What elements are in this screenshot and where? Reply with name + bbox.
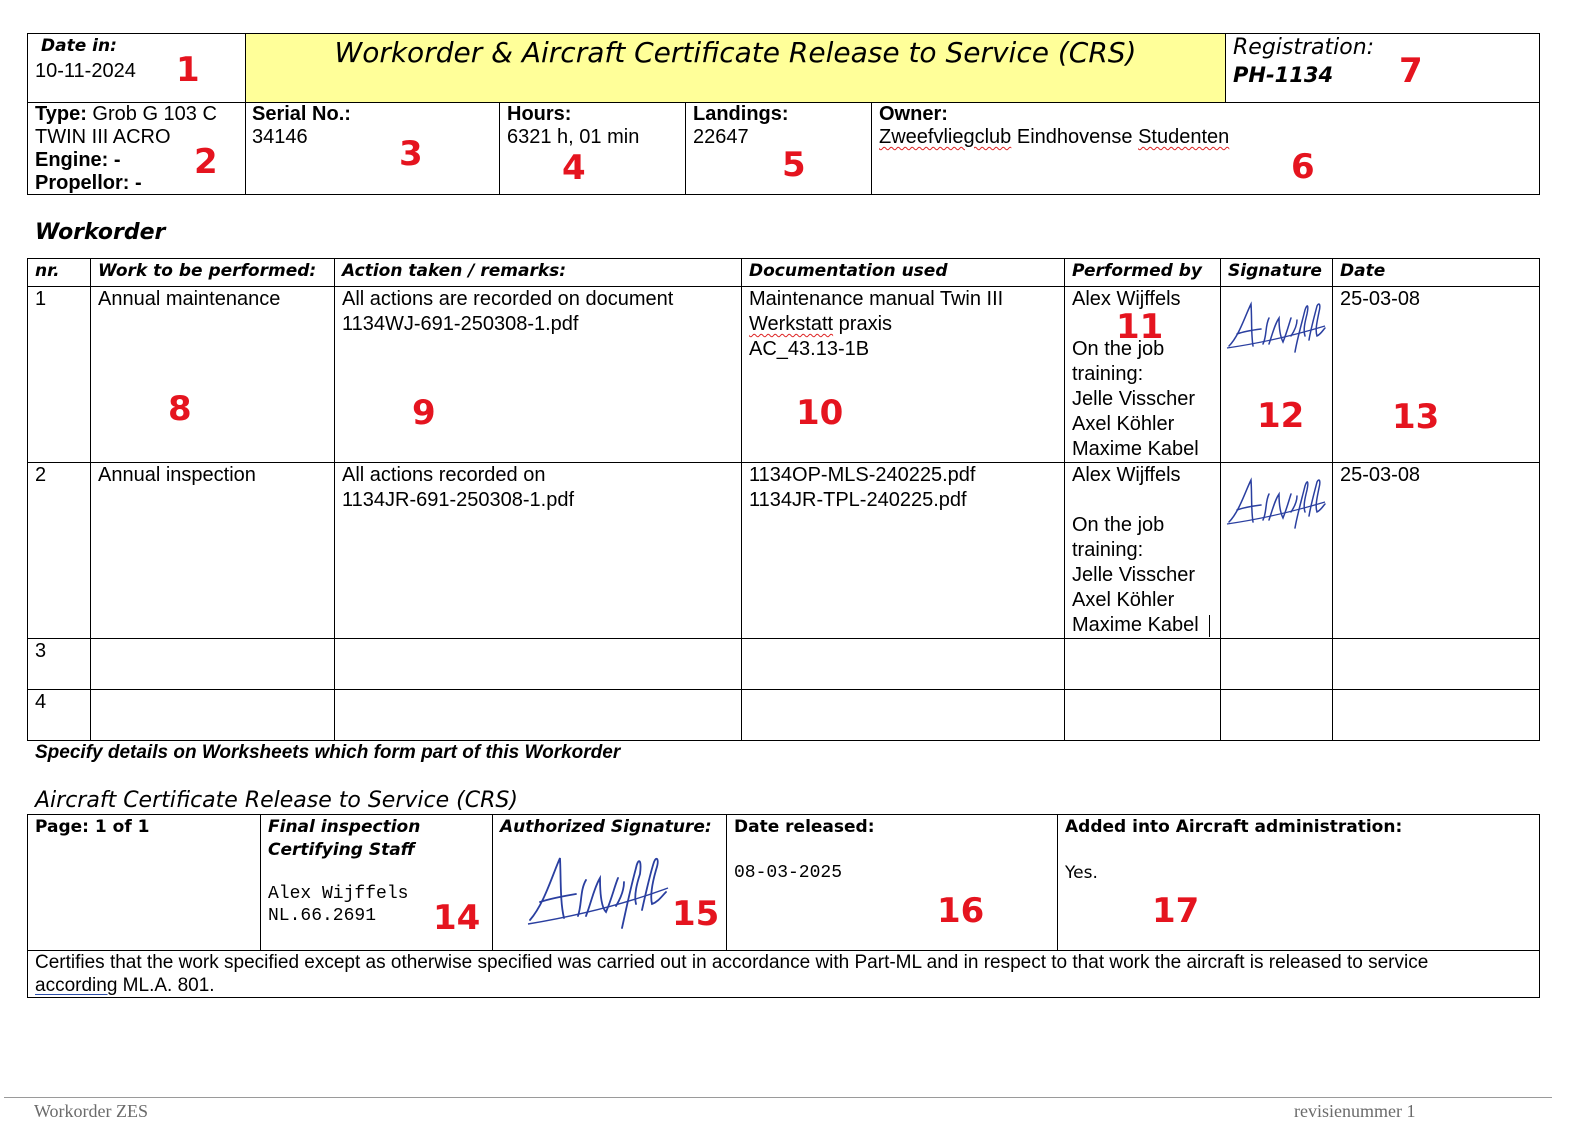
annotation-14: 14	[433, 898, 481, 938]
table-row-2-doc-line2: 1134JR-TPL-240225.pdf	[749, 489, 967, 511]
propellor-label: Propellor: -	[35, 172, 142, 194]
registration-label: Registration:	[1233, 35, 1375, 60]
table-row-1-action-line1: All actions are recorded on document	[342, 288, 674, 310]
col-header-date: Date	[1340, 261, 1386, 281]
table-row-4-nr: 4	[35, 691, 47, 713]
annotation-12: 12	[1257, 396, 1305, 436]
annotation-5: 5	[782, 145, 806, 185]
table-row-2-performed-line3: training:	[1072, 539, 1144, 561]
date-released-value: 08-03-2025	[734, 863, 843, 883]
annotation-9: 9	[412, 393, 436, 433]
hours-label: Hours:	[507, 103, 572, 125]
registration-value: PH-1134	[1233, 63, 1334, 87]
annotation-13: 13	[1392, 397, 1440, 437]
final-inspection-line1: Final inspection	[268, 817, 421, 837]
table-row-2-performed-line4: Jelle Visscher	[1072, 564, 1196, 586]
table-row-1-performed-line3: training:	[1072, 363, 1144, 385]
table-row-2-performed-line1: Alex Wijffels	[1072, 464, 1181, 486]
worksheet-note: Specify details on Worksheets which form part of this Workorder	[35, 742, 621, 763]
col-header-nr: nr.	[35, 261, 60, 281]
table-row-3-nr: 3	[35, 640, 47, 662]
col-header-work: Work to be performed:	[98, 261, 317, 281]
certifying-staff-number: NL.66.2691	[268, 906, 377, 926]
annotation-1: 1	[176, 50, 200, 90]
col-header-signature: Signature	[1228, 261, 1322, 281]
table-row-1-performed-line6: Maxime Kabel	[1072, 438, 1199, 460]
annotation-7: 7	[1399, 51, 1423, 91]
table-row-1-nr: 1	[35, 288, 47, 310]
admin-value: Yes.	[1065, 863, 1098, 883]
text-cursor	[1209, 615, 1210, 637]
crs-title: Aircraft Certificate Release to Service (CRS)	[35, 788, 518, 813]
table-row-1-action-line2: 1134WJ-691-250308-1.pdf	[342, 313, 579, 335]
date-released-label: Date released:	[734, 817, 875, 837]
table-row-1-performed-line1: Alex Wijffels	[1072, 288, 1181, 310]
landings-label: Landings:	[693, 103, 789, 125]
date-in-label: Date in:	[41, 36, 117, 56]
col-header-documentation: Documentation used	[749, 261, 948, 281]
admin-label: Added into Aircraft administration:	[1065, 817, 1403, 837]
signature-row-2	[1225, 472, 1329, 532]
table-row-2-performed-line5: Axel Köhler	[1072, 589, 1175, 611]
table-row-2-action-line2: 1134JR-691-250308-1.pdf	[342, 489, 575, 511]
annotation-15: 15	[672, 894, 720, 934]
footer-divider	[4, 1097, 1552, 1098]
certifies-line2: according ML.A. 801.	[35, 975, 215, 996]
table-row-2-nr: 2	[35, 464, 47, 486]
annotation-6: 6	[1291, 147, 1315, 187]
final-inspection-line2: Certifying Staff	[268, 840, 415, 860]
table-row-2-performed-line2: On the job	[1072, 514, 1165, 536]
annotation-11: 11	[1116, 307, 1164, 347]
type-value-line2: TWIN III ACRO	[35, 126, 171, 148]
table-row-1-work: Annual maintenance	[98, 288, 281, 310]
table-row-1-performed-line2: On the job	[1072, 338, 1165, 360]
table-row-1-doc-line1: Maintenance manual Twin III	[749, 288, 1004, 310]
annotation-3: 3	[399, 134, 423, 174]
table-row-1-doc-line3: AC_43.13-1B	[749, 338, 870, 360]
table-row-2-doc-line1: 1134OP-MLS-240225.pdf	[749, 464, 976, 486]
landings-value: 22647	[693, 126, 749, 148]
table-row-1-performed-line4: Jelle Visscher	[1072, 388, 1196, 410]
table-row-2-performed-line6: Maxime Kabel	[1072, 614, 1199, 636]
owner-value: Zweefvliegclub Eindhovense Studenten	[879, 126, 1230, 148]
engine-label: Engine: -	[35, 149, 121, 171]
certifies-line1: Certifies that the work specified except as otherwise specified was carried out in accordance with Part-ML and in respect to that work the aircraft is released to service	[35, 952, 1429, 973]
authorized-signature	[524, 848, 672, 932]
annotation-2: 2	[194, 142, 218, 182]
table-row-1-date: 25-03-08	[1340, 288, 1421, 310]
footer-right: revisienummer 1	[1294, 1101, 1416, 1121]
page-field: Page: 1 of 1	[35, 817, 150, 837]
table-row-1-doc-line2: Werkstatt praxis	[749, 313, 893, 335]
date-in-value: 10-11-2024	[35, 60, 136, 82]
table-row-1-performed-line5: Axel Köhler	[1072, 413, 1175, 435]
table-row-2-action-line1: All actions recorded on	[342, 464, 546, 486]
col-header-performed-by: Performed by	[1072, 261, 1202, 281]
serial-value: 34146	[252, 126, 308, 148]
col-header-action: Action taken / remarks:	[342, 261, 567, 281]
authorized-signature-label: Authorized Signature:	[500, 817, 712, 837]
signature-row-1	[1225, 296, 1329, 356]
table-row-2-work: Annual inspection	[98, 464, 256, 486]
owner-label: Owner:	[879, 103, 948, 125]
workorder-title: Workorder	[35, 220, 166, 245]
footer-left: Workorder ZES	[34, 1101, 149, 1121]
annotation-17: 17	[1152, 891, 1200, 931]
annotation-8: 8	[168, 389, 192, 429]
annotation-4: 4	[562, 148, 586, 188]
type-field: Type: Grob G 103 C	[35, 103, 217, 125]
document-title: Workorder & Aircraft Certificate Release to Service (CRS)	[334, 36, 1137, 69]
table-row-2-date: 25-03-08	[1340, 464, 1421, 486]
hours-value: 6321 h, 01 min	[507, 126, 640, 148]
annotation-16: 16	[937, 891, 985, 931]
serial-label: Serial No.:	[252, 103, 351, 125]
certifying-staff-name: Alex Wijffels	[268, 884, 409, 904]
annotation-10: 10	[796, 393, 844, 433]
